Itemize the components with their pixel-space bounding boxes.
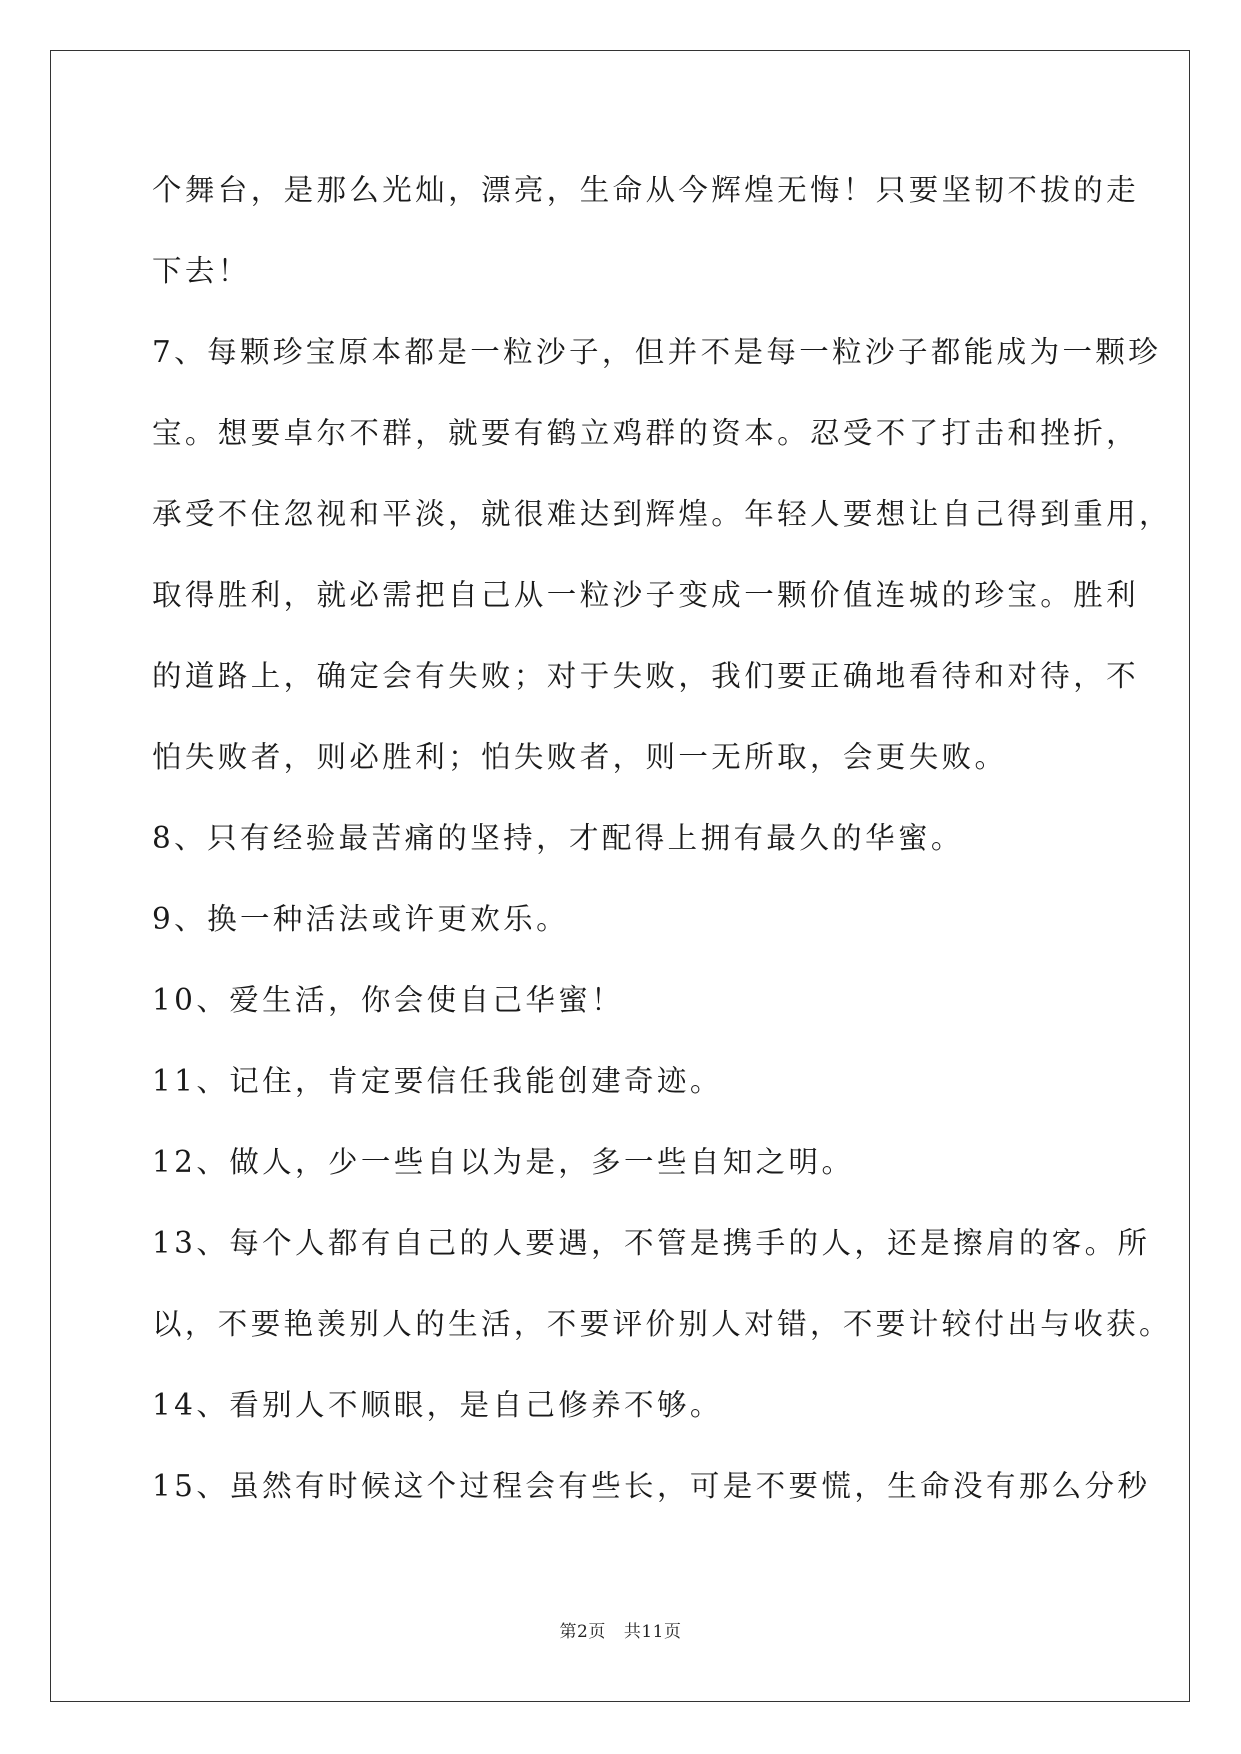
text-line: 承受不住忽视和平淡，就很难达到辉煌。年轻人要想让自己得到重用，: [152, 497, 1172, 531]
text-line: 8、只有经验最苦痛的坚持，才配得上拥有最久的华蜜。: [152, 821, 964, 855]
text-line: 11、记住，肯定要信任我能创建奇迹。: [152, 1064, 723, 1098]
page-footer: [0, 1617, 1241, 1642]
text-line: 下去！: [152, 254, 251, 288]
text-line: 怕失败者，则必胜利；怕失败者，则一无所取，会更失败。: [152, 740, 1008, 774]
text-line: 宝。想要卓尔不群，就要有鹤立鸡群的资本。忍受不了打击和挫折，: [152, 416, 1140, 450]
text-line: 13、每个人都有自己的人要遇，不管是携手的人，还是擦肩的客。所: [152, 1226, 1151, 1260]
text-line: 15、虽然有时候这个过程会有些长，可是不要慌，生命没有那么分秒: [152, 1469, 1151, 1503]
page-number: 第2页: [559, 1622, 606, 1642]
text-line: 10、爱生活，你会使自己华蜜！: [152, 983, 625, 1017]
text-line: 个舞台，是那么光灿，漂亮，生命从今辉煌无悔！只要坚韧不拔的走: [152, 173, 1140, 207]
document-body: [152, 150, 1172, 1527]
page-total: 共11页: [623, 1622, 682, 1642]
text-line: 9、换一种活法或许更欢乐。: [152, 902, 569, 936]
text-line: 取得胜利，就必需把自己从一粒沙子变成一颗价值连城的珍宝。胜利: [152, 578, 1140, 612]
text-line: 以，不要艳羡别人的生活，不要评价别人对错，不要计较付出与收获。: [152, 1307, 1172, 1341]
text-line: 12、做人，少一些自以为是，多一些自知之明。: [152, 1145, 855, 1179]
text-line: 14、看别人不顺眼，是自己修养不够。: [152, 1388, 723, 1422]
text-line: 的道路上，确定会有失败；对于失败，我们要正确地看待和对待，不: [152, 659, 1140, 693]
text-line: 7、每颗珍宝原本都是一粒沙子，但并不是每一粒沙子都能成为一颗珍: [152, 335, 1162, 369]
